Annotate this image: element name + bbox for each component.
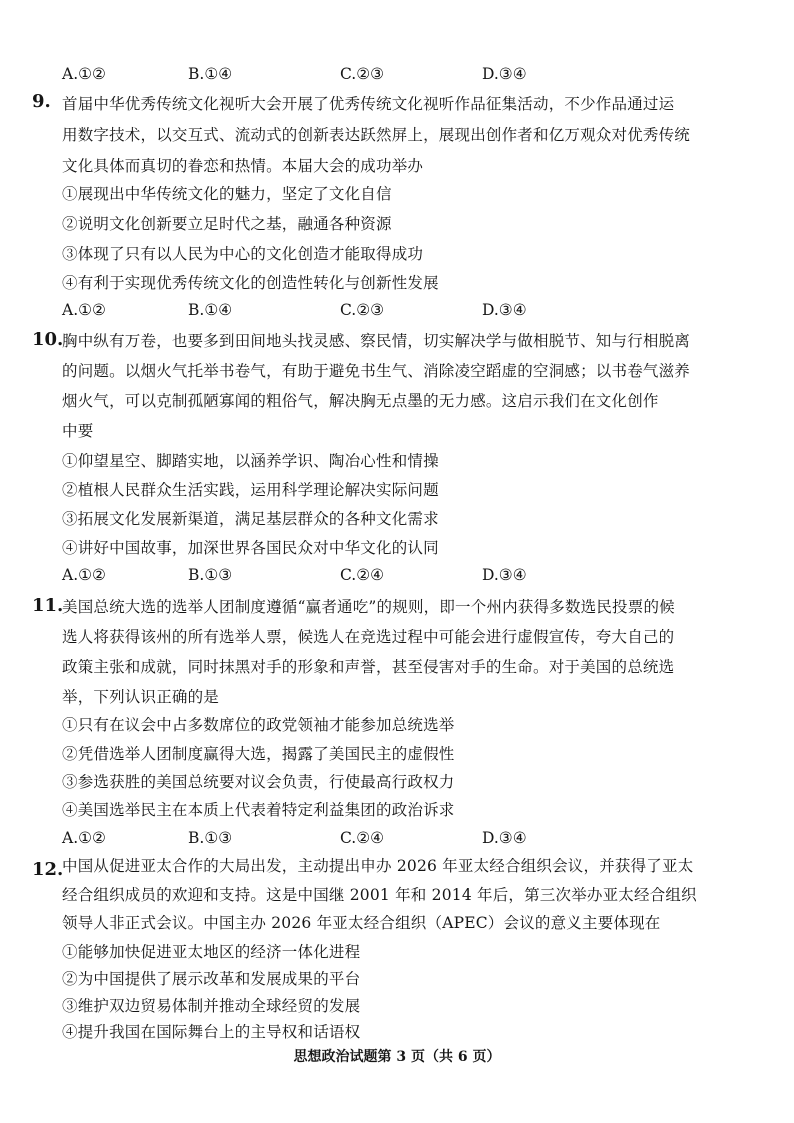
choice-b: B.①④ (188, 65, 233, 83)
question-stem-line: 政策主张和成就，同时抹黑对手的形象和声誉，甚至侵害对手的生命。对于美国的总统选 (62, 658, 675, 676)
choice-c: C.②④ (340, 829, 385, 847)
question-stem-line: 胸中纵有万卷，也要多到田间地头找灵感、察民情，切实解决学与做相脱节、知与行相脱离 (62, 332, 691, 350)
question-stem-line: 领导人非正式会议。中国主办 2026 年亚太经合组织（APEC）会议的意义主要体现在 (62, 914, 661, 932)
choice-a: A.①② (62, 829, 106, 847)
question-number: 12. (32, 859, 64, 880)
choice-a: A.①② (62, 65, 106, 83)
question-number: 10. (32, 329, 64, 350)
question-stem-line: 的问题。以烟火气托举书卷气，有助于避免书生气、消除凌空蹈虚的空洞感；以书卷气滋养 (62, 362, 691, 380)
statement-option: ②为中国提供了展示改革和发展成果的平台 (62, 970, 361, 988)
question-stem-line: 举，下列认识正确的是 (62, 688, 220, 706)
statement-option: ②说明文化创新要立足时代之基，融通各种资源 (62, 215, 392, 233)
statement-option: ③体现了只有以人民为中心的文化创造才能取得成功 (62, 245, 424, 263)
question-stem-line: 经合组织成员的欢迎和支持。这是中国继 2001 年和 2014 年后，第三次举办亚太经合组织 (62, 886, 697, 904)
question-stem-line: 首届中华优秀传统文化视听大会开展了优秀传统文化视听作品征集活动，不少作品通过运 (62, 95, 675, 113)
statement-option: ④有利于实现优秀传统文化的创造性转化与创新性发展 (62, 274, 439, 292)
statement-option: ④讲好中国故事，加深世界各国民众对中华文化的认同 (62, 539, 439, 557)
question-stem-line: 中国从促进亚太合作的大局出发，主动提出申办 2026 年亚太经合组织会议，并获得了亚太 (62, 857, 694, 875)
choice-c: C.②③ (340, 301, 385, 319)
statement-option: ④美国选举民主在本质上代表着特定利益集团的政治诉求 (62, 801, 455, 819)
statement-option: ④提升我国在国际舞台上的主导权和话语权 (62, 1023, 361, 1041)
question-stem-line: 选人将获得该州的所有选举人票，候选人在竞选过程中可能会进行虚假宣传，夸大自己的 (62, 628, 675, 646)
choice-a: A.①② (62, 301, 106, 319)
statement-option: ②植根人民群众生活实践，运用科学理论解决实际问题 (62, 481, 439, 499)
choice-d: D.③④ (482, 566, 527, 584)
choice-b: B.①③ (188, 566, 233, 584)
choice-d: D.③④ (482, 301, 527, 319)
question-stem-line: 用数字技术，以交互式、流动式的创新表达跃然屏上，展现出创作者和亿万观众对优秀传统 (62, 126, 691, 144)
statement-option: ②凭借选举人团制度赢得大选，揭露了美国民主的虚假性 (62, 745, 455, 763)
statement-option: ③维护双边贸易体制并推动全球经贸的发展 (62, 997, 361, 1015)
page-footer: 思想政治试题第 3 页（共 6 页） (293, 1049, 501, 1065)
choice-d: D.③④ (482, 65, 527, 83)
choice-a: A.①② (62, 566, 106, 584)
choice-c: C.②④ (340, 566, 385, 584)
question-stem-line: 文化具体而真切的眷恋和热情。本届大会的成功举办 (62, 157, 424, 175)
statement-option: ①只有在议会中占多数席位的政党领袖才能参加总统选举 (62, 716, 455, 734)
question-stem-line: 烟火气，可以克制孤陋寡闻的粗俗气，解决胸无点墨的无力感。这启示我们在文化创作 (62, 392, 659, 410)
statement-option: ①展现出中华传统文化的魅力，坚定了文化自信 (62, 185, 392, 203)
question-number: 11. (32, 595, 64, 616)
choice-c: C.②③ (340, 65, 385, 83)
statement-option: ③参选获胜的美国总统要对议会负责，行使最高行政权力 (62, 773, 455, 791)
question-stem-line: 中要 (62, 422, 94, 440)
statement-option: ①仰望星空、脚踏实地，以涵养学识、陶冶心性和情操 (62, 452, 439, 470)
choice-b: B.①④ (188, 301, 233, 319)
statement-option: ③拓展文化发展新渠道，满足基层群众的各种文化需求 (62, 510, 439, 528)
choice-b: B.①③ (188, 829, 233, 847)
choice-d: D.③④ (482, 829, 527, 847)
statement-option: ①能够加快促进亚太地区的经济一体化进程 (62, 943, 361, 961)
question-stem-line: 美国总统大选的选举人团制度遵循“赢者通吃”的规则，即一个州内获得多数选民投票的候 (62, 598, 675, 616)
question-number: 9. (32, 91, 51, 112)
